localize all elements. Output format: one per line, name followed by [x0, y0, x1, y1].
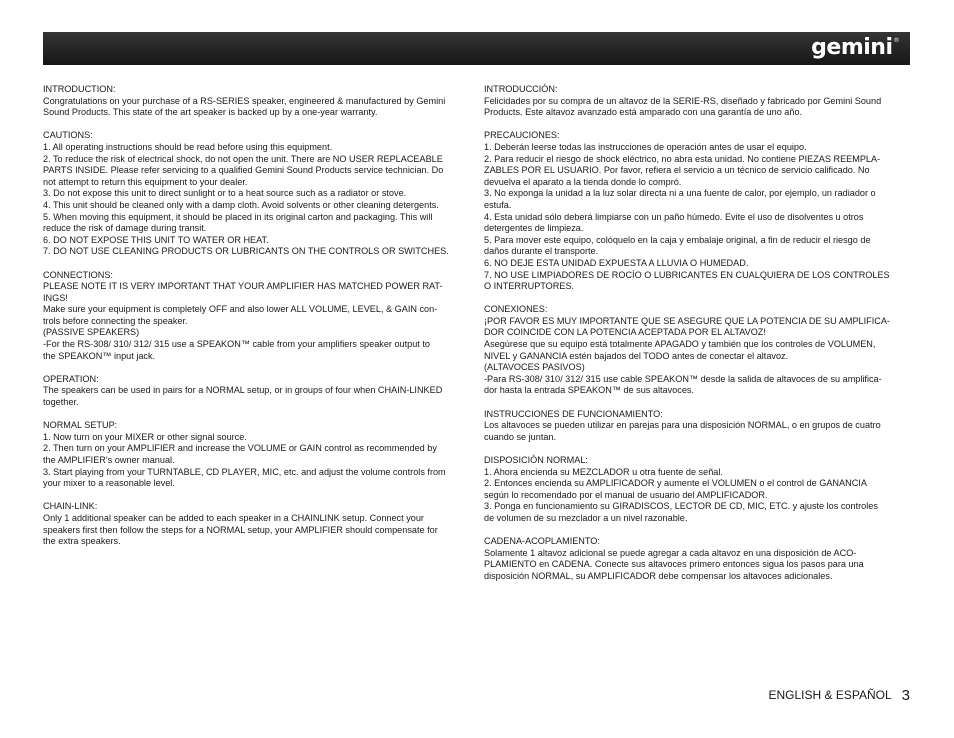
section-body: Only 1 additional speaker can be added to each speaker in a CHAINLINK setup. Connect your speakers first then follow the steps for a NORMAL setup, your AMPLIFIER should compensate for the extra speakers.: [43, 512, 438, 547]
section-body: Felicidades por su compra de un altavoz de la SERIE-RS, diseñado y fabricado por Gemini Sound Products. Este altavoz avanzado está amparado con una garantía de uno año.: [484, 95, 882, 118]
section-body: Congratulations on your purchase of a RS-SERIES speaker, engineered & manufactured by Gemini Sound Products. This state of the art speaker is backed up by a one-year warranty.: [43, 95, 446, 118]
section-title: INTRODUCCIÓN:: [484, 84, 558, 94]
section-body: 1. All operating instructions should be read before using this equipment. 2. To reduce the risk of electrical shock, do not open the unit. There are NO USER REPLACEABLE PARTS INSIDE. Please refer servicing to a qualified Gemini Sound Products service technician. Do not attempt to return this equipment to your dealer. 3. Do not expose this unit to direct sunlight or to a heat source such as a radiator or stove. 4. This unit should be cleaned only with a damp cloth. Avoid solvents or other cleaning detergents. 5. When moving this equipment, it should be placed in its original carton and packaging. This will reduce the risk of damage during transit. 6. DO NOT EXPOSE THIS UNIT TO WATER OR HEAT. 7. DO NOT USE CLEANING PRODUCTS OR LUBRICANTS ON THE CONTROLS OR SWITCHES.: [43, 141, 449, 257]
section-introduction: [43, 84, 471, 119]
spanish-column: [484, 84, 912, 594]
section-body: 1. Ahora encienda su MEZCLADOR u otra fuente de señal. 2. Entonces encienda su AMPLIFICADOR y aumente el VOLUMEN o el control de GANANCIA según lo recomendado por el manual de usuario del AMPLIFICADOR. 3. Ponga en funcionamiento su GIRADISCOS, LECTOR DE CD, MIC, ETC. y ajuste los controles de volumen de su mezclador a un nivel razonable.: [484, 466, 878, 523]
section-title: INSTRUCCIONES DE FUNCIONAMIENTO:: [484, 408, 663, 419]
header-bar: [43, 32, 910, 65]
section-cautions: [43, 130, 471, 258]
section-title: OPERATION:: [43, 373, 99, 384]
section-normal-setup: [43, 420, 471, 490]
section-title: CONNECTIONS:: [43, 269, 113, 280]
section-title: PRECAUCIONES:: [484, 130, 560, 141]
section-precauciones: [484, 130, 912, 292]
section-body: ¡POR FAVOR ES MUY IMPORTANTE QUE SE ASEGURE QUE LA POTENCIA DE SU AMPLIFICA- DOR COINCIDE CON LA POTENCIA ACEPTADA POR EL ALTAVOZ! Asegúrese que su equipo está totalmente APAGADO y también que los controles de VOLUMEN, NIVEL y GANANCIA estén bajados del TODO antes de conectar el altavoz. (ALTAVOCES PASIVOS) -Para RS-308/ 310/ 312/ 315 use cable SPEAKON™ desde la salida de altavoces de su amplifica- dor hasta la entrada SPEAKON™ de sus altavoces.: [484, 315, 890, 396]
gemini-logo: gemini®: [811, 35, 899, 60]
section-title: NORMAL SETUP:: [43, 420, 118, 431]
section-body: The speakers can be used in pairs for a NORMAL setup, or in groups of four when CHAIN-LINKED together.: [43, 385, 443, 408]
section-conexiones: [484, 304, 912, 397]
language-label: ENGLISH & ESPAÑOL: [768, 688, 892, 702]
section-introduccion: [484, 84, 912, 119]
section-body: 1. Now turn on your MIXER or other signal source. 2. Then turn on your AMPLIFIER and increase the VOLUME or GAIN control as recommended by the AMPLIFIER's owner manual. 3. Start playing from your TURNTABLE, CD PLAYER, MIC, etc. and adjust the volume controls from your mixer to a reasonable level.: [43, 431, 446, 489]
section-title: DISPOSICIÓN NORMAL:: [484, 455, 588, 465]
section-connections: [43, 270, 471, 363]
section-funcionamiento: [484, 409, 912, 444]
english-column: [43, 84, 471, 559]
section-body: Solamente 1 altavoz adicional se puede agregar a cada altavoz en una disposición de ACO- PLAMIENTO en CADENA. Conecte sus altavoces primero entonces sigua los pasos para una disposición NORMAL, su AMPLIFICADOR debe compensar los altavoces adicionales.: [484, 547, 864, 581]
page-footer: [769, 686, 911, 703]
section-body: Los altavoces se pueden utilizar en parejas para una disposición NORMAL, o en grupos de cuatro cuando se juntan.: [484, 420, 881, 442]
section-title: CAUTIONS:: [43, 130, 93, 141]
section-disposicion-normal: [484, 455, 912, 525]
section-chain-link: [43, 501, 471, 547]
section-body: 1. Deberán leerse todas las instrucciones de operación antes de usar el equipo. 2. Para reducir el riesgo de shock eléctrico, no abra esta unidad. No contiene PIEZAS REEMPLA- ZABLES POR EL USUARIO. Por favor, refiera el servicio a un técnico de servicio calificado. No devuelva el aparato a la tienda donde lo compró. 3. No exponga la unidad a la luz solar directa ni a una fuente de calor, por ejemplo, un radiador o estufa. 4. Esta unidad sólo deberá limpiarse con un paño húmedo. Evite el uso de disolventes u otros detergentes de limpieza. 5. Para mover este equipo, colóquelo en la caja y embalaje original, a fin de reducir el riesgo de daños durante el transporte. 6. NO DEJE ESTA UNIDAD EXPUESTA A LLUVIA O HUMEDAD. 7. NO USE LIMPIADORES DE ROCÍO O LUBRICANTES EN CUALQUIERA DE LOS CONTROLES O INTERRUPTORES.: [484, 141, 890, 292]
section-title: INTRODUCTION:: [43, 84, 116, 94]
section-operation: [43, 374, 471, 409]
section-cadena: [484, 536, 912, 582]
section-body: PLEASE NOTE IT IS VERY IMPORTANT THAT YOUR AMPLIFIER HAS MATCHED POWER RAT- INGS! Make sure your equipment is completely OFF and also lower ALL VOLUME, LEVEL, & GAIN con- trols before connecting the speaker. (PASSIVE SPEAKERS) -For the RS-308/ 310/ 312/ 315 use a SPEAKON™ cable from your amplifiers speaker output to the SPEAKON™ input jack.: [43, 281, 443, 361]
section-title: CADENA-ACOPLAMIENTO:: [484, 536, 600, 547]
section-title: CONEXIONES:: [484, 304, 548, 315]
page-number: 3: [901, 687, 910, 704]
section-title: CHAIN-LINK:: [43, 501, 98, 512]
